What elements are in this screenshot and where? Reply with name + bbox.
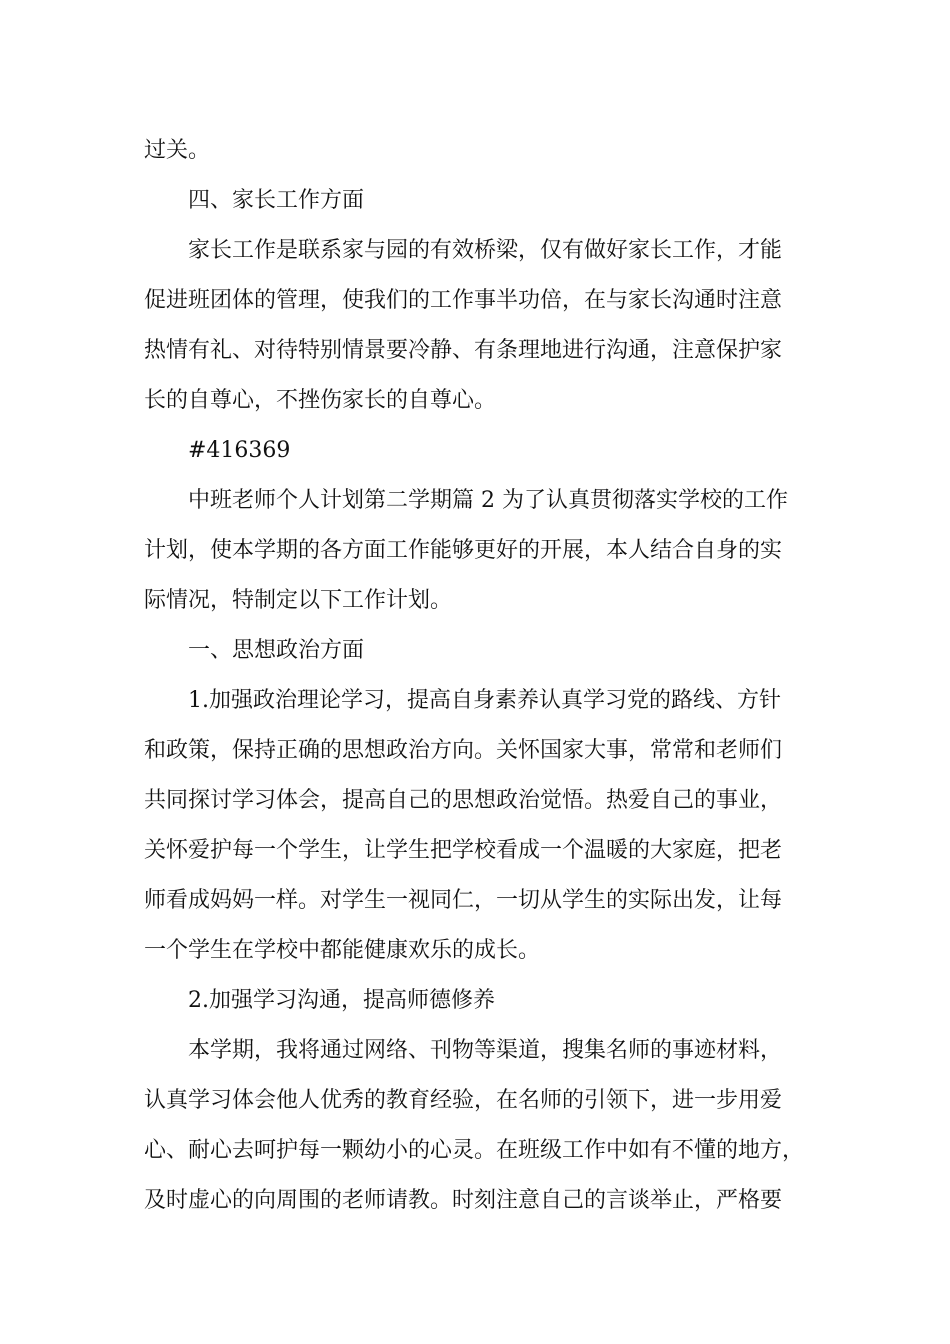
text-line: 本学期，我将通过网络、刊物等渠道，搜集名师的事迹材料， bbox=[188, 1038, 783, 1063]
text-line: 长的自尊心，不挫伤家长的自尊心。 bbox=[144, 388, 497, 413]
text-line: 和政策，保持正确的思想政治方向。关怀国家大事，常常和老师们 bbox=[144, 738, 783, 763]
document-body bbox=[144, 126, 832, 1226]
text-line: 师看成妈妈一样。对学生一视同仁，一切从学生的实际出发，让每 bbox=[144, 888, 783, 913]
text-line: 一个学生在学校中都能健康欢乐的成长。 bbox=[144, 938, 541, 963]
text-line: 热情有礼、对待特别情景要冷静、有条理地进行沟通，注意保护家 bbox=[144, 338, 783, 363]
section-heading: 一、思想政治方面 bbox=[188, 638, 365, 663]
text-line: 计划，使本学期的各方面工作能够更好的开展，本人结合自身的实 bbox=[144, 538, 783, 563]
text-line: 1.加强政治理论学习，提高自身素养认真学习党的路线、方针 bbox=[188, 688, 781, 713]
text-line: 过关。 bbox=[144, 138, 211, 163]
text-line: 及时虚心的向周围的老师请教。时刻注意自己的言谈举止，严格要 bbox=[144, 1188, 783, 1213]
document-id: #416369 bbox=[188, 438, 291, 463]
subsection-heading: 2.加强学习沟通，提高师德修养 bbox=[188, 988, 495, 1013]
text-line: 际情况，特制定以下工作计划。 bbox=[144, 588, 453, 613]
text-line: 促进班团体的管理，使我们的工作事半功倍，在与家长沟通时注意 bbox=[144, 288, 783, 313]
text-line: 中班老师个人计划第二学期篇 2 为了认真贯彻落实学校的工作 bbox=[188, 488, 788, 513]
text-line: 共同探讨学习体会，提高自己的思想政治觉悟。热爱自己的事业， bbox=[144, 788, 783, 813]
text-line: 家长工作是联系家与园的有效桥梁，仅有做好家长工作，才能 bbox=[188, 238, 783, 263]
text-line: 认真学习体会他人优秀的教育经验，在名师的引领下，进一步用爱 bbox=[144, 1088, 783, 1113]
text-line: 心、耐心去呵护每一颗幼小的心灵。在班级工作中如有不懂的地方， bbox=[144, 1138, 805, 1163]
text-line: 关怀爱护每一个学生，让学生把学校看成一个温暖的大家庭，把老 bbox=[144, 838, 783, 863]
section-heading: 四、家长工作方面 bbox=[188, 188, 365, 213]
